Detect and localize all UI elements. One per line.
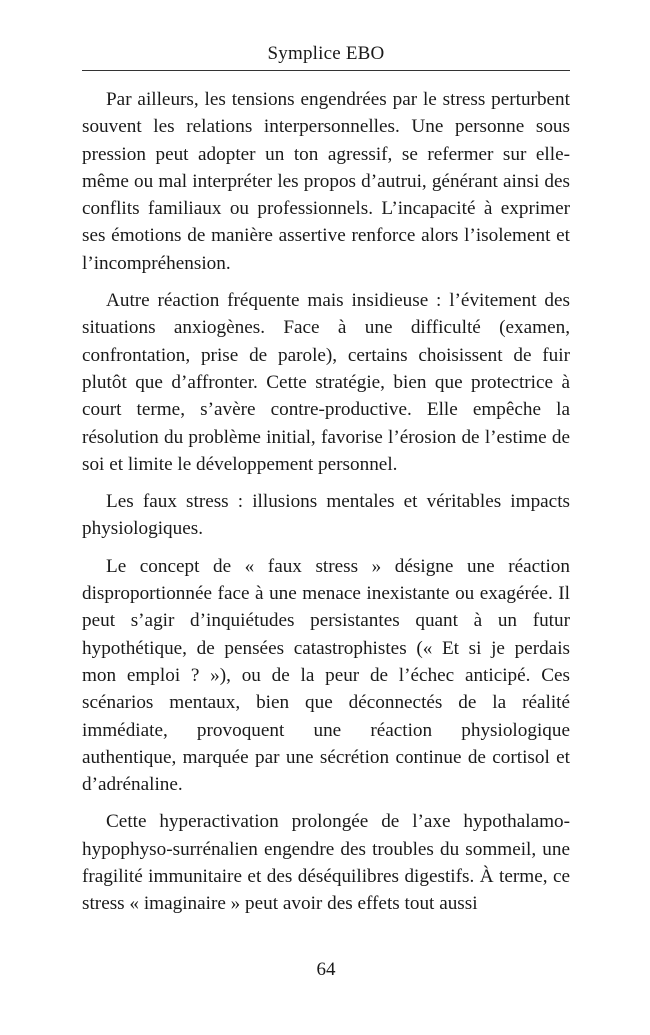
section-heading-false-stress: Les faux stress : illusions mentales et véritables impacts physiologiques. <box>82 491 570 540</box>
running-header: Symplice EBO <box>267 43 385 64</box>
paragraph-relations: Par ailleurs, les tensions engendrées par le stress perturbent souvent les relations interpersonnelles. Une personne sous pression peut adopter un ton agressif, se refermer sur elle-même ou mal interpréter les propos d’autrui, générant ainsi des conflits familiaux ou professionnels. L’incapacité à exprimer ses émotions de manière assertive renforce alors l’isolement et l’incompréhension. <box>82 89 570 274</box>
paragraph-hyperactivation: Cette hyperactivation prolongée de l’axe hypothalamo-hypophyso-surrénalien engendre des troubles du sommeil, une fragilité immunitaire et des déséquilibres digestifs. À terme, ce stress « imaginaire » peut avoir des effets tout aussi <box>82 811 570 915</box>
page-number: 64 <box>316 959 336 980</box>
paragraph-avoidance: Autre réaction fréquente mais insidieuse : l’évitement des situations anxiogènes. Face à une difficulté (examen, confrontation, prise de parole), certains choisissent de fuir plutôt que d’affronter. Cette stratégie, bien que protectrice à court terme, s’avère contre-productive. Elle empêche la résolution du problème initial, favorise l’érosion de l’estime de soi et limite le développement personnel. <box>82 290 570 475</box>
header-rule <box>82 70 570 71</box>
body-text <box>82 86 570 928</box>
paragraph-false-stress-concept: Le concept de « faux stress » désigne une réaction disproportionnée face à une menace inexistante ou exagérée. Il peut s’agir d’inquiétudes persistantes quant à un futur hypothétique, de pensées catastrophistes (« Et si je perdais mon emploi ? »), ou de la peur de l’échec anticipé. Ces scénarios mentaux, bien que déconnectés de la réalité immédiate, provoquent une réaction physiologique authentique, marquée par une sécrétion continue de cortisol et d’adrénaline. <box>82 555 570 796</box>
